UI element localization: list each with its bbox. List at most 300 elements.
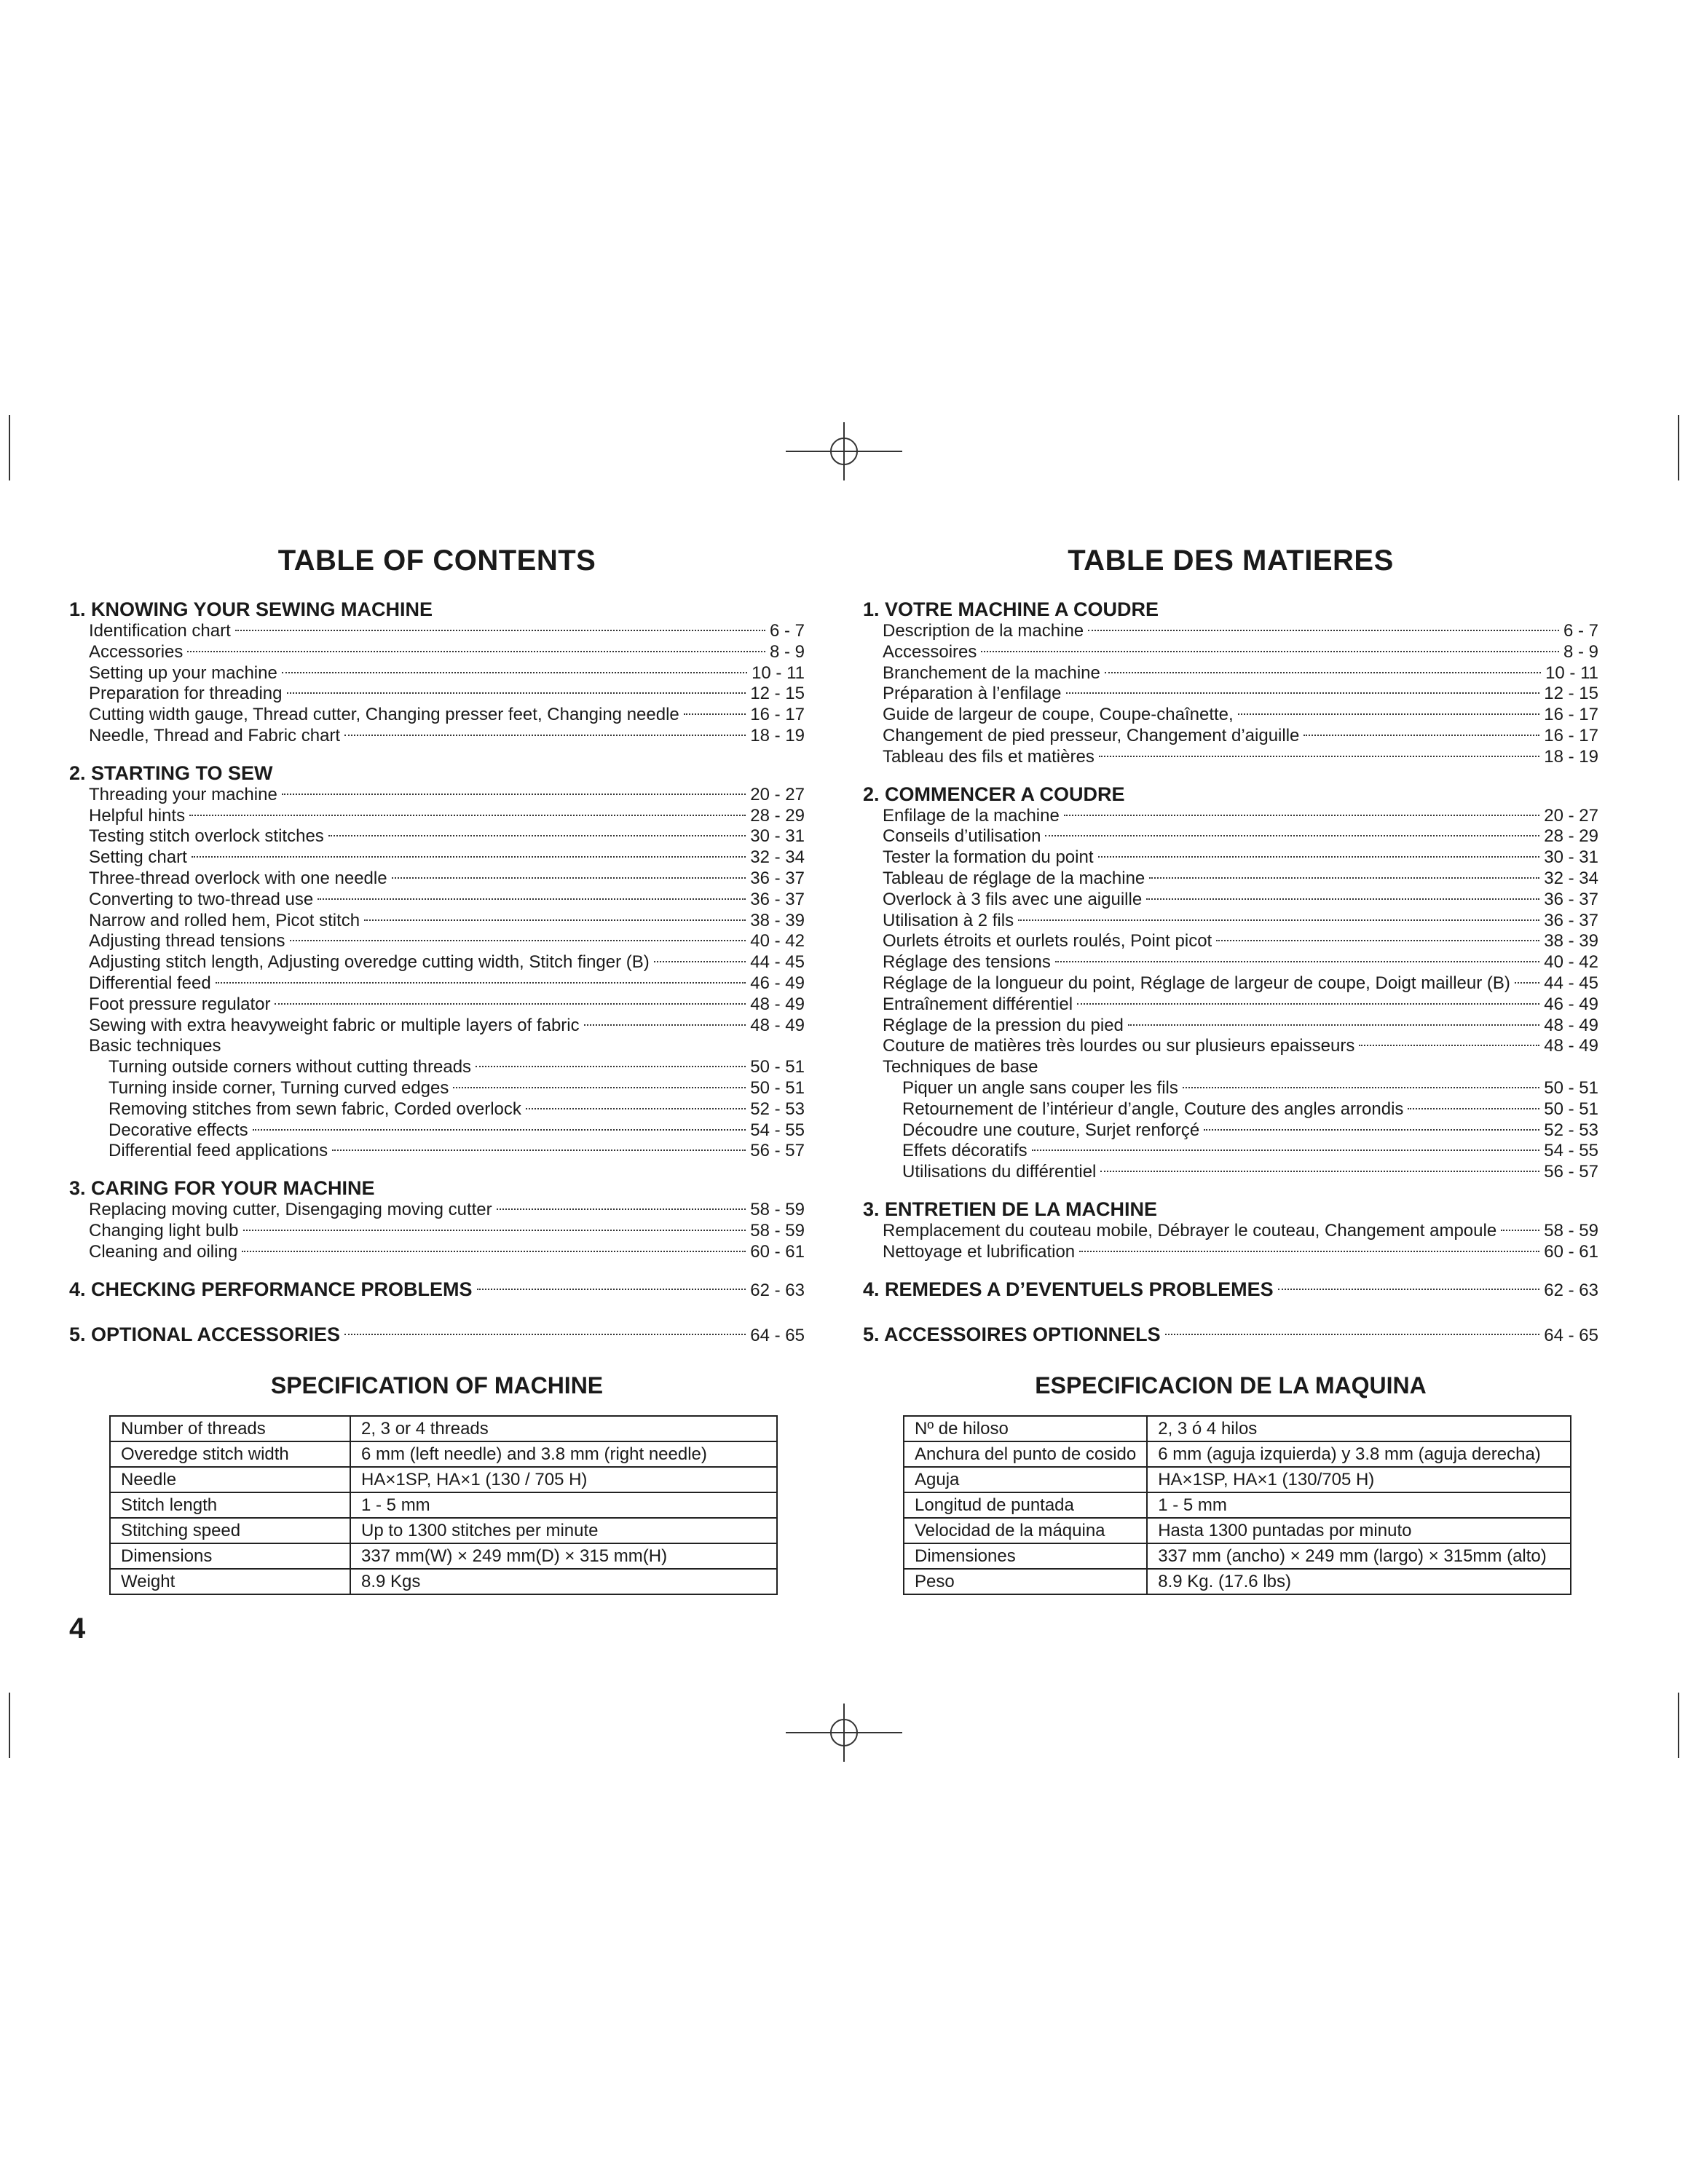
entry-page: 56 - 57 (1544, 1162, 1598, 1182)
entry-page: 48 - 49 (1544, 1036, 1598, 1056)
entry-title: Three-thread overlock with one needle (89, 868, 387, 888)
toc-entry (69, 1200, 805, 1221)
entry-page: 18 - 19 (1544, 746, 1598, 767)
entry-title: Adjusting stitch length, Adjusting overedge cutting width, Stitch finger (B) (89, 952, 650, 973)
leader-dots (187, 651, 765, 652)
toc-entry (69, 847, 805, 869)
entry-page: 36 - 37 (750, 889, 805, 909)
spec-value: HA×1SP, HA×1 (130 / 705 H) (350, 1467, 777, 1492)
entry-page: 16 - 17 (1544, 725, 1598, 745)
entry-page: 32 - 34 (1544, 868, 1598, 888)
toc-entry (69, 973, 805, 994)
leader-dots (1278, 1289, 1540, 1290)
section-heading-line (863, 1278, 1598, 1302)
toc-entry (69, 1036, 805, 1057)
page-title: TABLE OF CONTENTS (277, 545, 596, 577)
entry-page: 64 - 65 (1544, 1325, 1598, 1345)
leader-dots (654, 961, 746, 962)
entry-title: Préparation à l’enfilage (883, 684, 1062, 704)
left-column (69, 545, 805, 1595)
entry-page: 52 - 53 (750, 1099, 805, 1119)
entry-page: 16 - 17 (1544, 705, 1598, 725)
toc-entry (69, 785, 805, 806)
section-heading: 2. STARTING TO SEW (69, 761, 273, 784)
leader-dots (1105, 672, 1541, 673)
entry-page: 8 - 9 (769, 641, 805, 662)
toc-entry (863, 931, 1598, 952)
spec-label: Dimensions (110, 1543, 350, 1569)
entry-page: 40 - 42 (1544, 952, 1598, 973)
entry-page: 50 - 51 (750, 1057, 805, 1077)
entry-title: Sewing with extra heavyweight fabric or multiple layers of fabric (89, 1015, 580, 1035)
toc-entry (69, 994, 805, 1016)
spec-title: SPECIFICATION OF MACHINE (270, 1372, 604, 1398)
entry-title: Changing light bulb (89, 1220, 239, 1241)
entry-title: Réglage des tensions (883, 952, 1051, 973)
entry-title: Effets décoratifs (902, 1141, 1028, 1161)
leader-dots (684, 713, 746, 715)
leader-dots (392, 877, 746, 879)
spec-row (110, 1492, 777, 1518)
leader-dots (1077, 1003, 1539, 1005)
leader-dots (1079, 1251, 1539, 1252)
entry-page: 6 - 7 (1563, 621, 1598, 641)
toc-entry (863, 806, 1598, 827)
toc-entry (69, 726, 805, 747)
toc-section (69, 1176, 805, 1262)
crop-mark-right-top (1678, 415, 1679, 480)
toc-entry (863, 826, 1598, 847)
entry-page: 62 - 63 (1544, 1280, 1598, 1300)
entry-title: Tableau des fils et matières (883, 746, 1095, 767)
spec-row (904, 1441, 1571, 1467)
toc-entry (69, 890, 805, 911)
leader-dots (275, 1003, 746, 1005)
leader-dots (332, 1150, 746, 1151)
leader-dots (1515, 982, 1539, 984)
entry-title: Découdre une couture, Surjet renforçé (902, 1120, 1200, 1140)
entry-title: Tester la formation du point (883, 847, 1094, 868)
entry-title: Turning inside corner, Turning curved edges (109, 1077, 449, 1098)
crop-mark-left-top (9, 415, 10, 480)
toc-entry (863, 642, 1598, 663)
leader-dots (1238, 713, 1540, 715)
leader-dots (526, 1108, 746, 1109)
spec-value: 2, 3 ó 4 hilos (1147, 1416, 1571, 1441)
toc-entry (69, 1242, 805, 1263)
entry-title: Differential feed applications (109, 1141, 328, 1161)
leader-dots (1066, 692, 1540, 694)
spec-value: 8.9 Kg. (17.6 lbs) (1147, 1569, 1571, 1594)
toc-entry (863, 1016, 1598, 1037)
section-heading: 5. OPTIONAL ACCESSORIES (69, 1323, 341, 1345)
leader-dots (242, 1251, 746, 1252)
section-heading: 1. KNOWING YOUR SEWING MACHINE (69, 598, 433, 620)
toc-entry (69, 806, 805, 827)
spec-row (110, 1467, 777, 1492)
entry-title: Removing stitches from sewn fabric, Corded overlock (109, 1099, 521, 1119)
entry-title: Conseils d’utilisation (883, 826, 1041, 847)
entry-page: 20 - 27 (1544, 805, 1598, 826)
spec-label: Overedge stitch width (110, 1441, 350, 1467)
toc-inline-sections (69, 1278, 805, 1348)
entry-title: Remplacement du couteau mobile, Débrayer le couteau, Changement ampoule (883, 1220, 1497, 1241)
entry-page: 58 - 59 (750, 1220, 805, 1241)
spec-label: Weight (110, 1569, 350, 1594)
spec-table (109, 1415, 778, 1595)
entry-page: 62 - 63 (750, 1280, 805, 1300)
leader-dots (318, 898, 746, 900)
leader-dots (189, 815, 746, 816)
entry-page: 48 - 49 (750, 1015, 805, 1035)
entry-page: 38 - 39 (1544, 931, 1598, 951)
leader-dots (1408, 1108, 1539, 1109)
entry-page: 10 - 11 (1545, 662, 1598, 683)
entry-page: 8 - 9 (1563, 641, 1598, 662)
entry-page: 28 - 29 (750, 805, 805, 826)
spec-label: Peso (904, 1569, 1147, 1594)
section-heading: 4. REMEDES A D’EVENTUELS PROBLEMES (863, 1278, 1274, 1300)
leader-dots (1018, 919, 1539, 921)
toc-entry (863, 705, 1598, 726)
entry-page: 46 - 49 (750, 973, 805, 993)
toc-sections (69, 598, 805, 1263)
section-heading: 3. CARING FOR YOUR MACHINE (69, 1177, 375, 1200)
section-heading-line (863, 1323, 1598, 1348)
toc-entry (863, 684, 1598, 705)
leader-dots (344, 1334, 746, 1335)
entry-title: Adjusting thread tensions (89, 931, 285, 951)
toc-sections (863, 598, 1598, 1263)
toc-entry (69, 621, 805, 642)
spec-value: 1 - 5 mm (350, 1492, 777, 1518)
toc-section (863, 1278, 1598, 1302)
toc-entry (69, 1016, 805, 1037)
entry-title: Needle, Thread and Fabric chart (89, 725, 341, 745)
registration-mark-bottom (786, 1674, 902, 1791)
spec-row (904, 1569, 1571, 1594)
toc-entry (69, 663, 805, 684)
leader-dots (253, 1129, 746, 1131)
spec-row (904, 1467, 1571, 1492)
entry-page: 44 - 45 (1544, 973, 1598, 993)
spec-value: Hasta 1300 puntadas por minuto (1147, 1518, 1571, 1543)
leader-dots (453, 1087, 746, 1088)
leader-dots (290, 940, 746, 941)
entry-page: 60 - 61 (750, 1241, 805, 1262)
leader-dots (287, 692, 746, 694)
leader-dots (1359, 1045, 1539, 1046)
leader-dots (282, 794, 746, 795)
section-heading-line (69, 1278, 805, 1302)
spec-value: 337 mm (ancho) × 249 mm (largo) × 315mm (alto) (1147, 1543, 1571, 1569)
entry-page: 32 - 34 (750, 847, 805, 868)
entry-title: Retournement de l’intérieur d’angle, Couture des angles arrondis (902, 1099, 1404, 1119)
leader-dots (1165, 1334, 1540, 1335)
entry-title: Narrow and rolled hem, Picot stitch (89, 910, 360, 930)
entry-page: 54 - 55 (750, 1120, 805, 1140)
entry-title: Threading your machine (89, 784, 277, 804)
entry-title: Turning outside corners without cutting threads (109, 1057, 472, 1077)
toc-section (69, 761, 805, 1162)
spec-label: Anchura del punto de cosido (904, 1441, 1147, 1467)
right-column (863, 545, 1598, 1595)
entry-title: Basic techniques (89, 1036, 221, 1056)
leader-dots (1100, 1171, 1539, 1172)
toc-entry (863, 1242, 1598, 1263)
spec-value: Up to 1300 stitches per minute (350, 1518, 777, 1543)
section-heading: 2. COMMENCER A COUDRE (863, 783, 1125, 805)
entry-page: 30 - 31 (1544, 847, 1598, 868)
entry-page: 28 - 29 (1544, 826, 1598, 847)
entry-title: Differential feed (89, 973, 211, 993)
entry-title: Changement de pied presseur, Changement d’aiguille (883, 725, 1300, 745)
spec-row (904, 1416, 1571, 1441)
entry-page: 56 - 57 (750, 1141, 805, 1161)
toc-entry (69, 705, 805, 726)
entry-page: 44 - 45 (750, 952, 805, 973)
entry-title: Accessoires (883, 641, 977, 662)
toc-entry (69, 1141, 805, 1162)
entry-title: Testing stitch overlock stitches (89, 826, 324, 847)
leader-dots (364, 919, 746, 921)
toc-section (863, 1198, 1598, 1263)
leader-dots (477, 1289, 746, 1290)
entry-page: 36 - 37 (750, 868, 805, 888)
leader-dots (216, 982, 746, 984)
toc-entry (863, 869, 1598, 890)
entry-title: Guide de largeur de coupe, Coupe-chaînette, (883, 705, 1234, 725)
toc-entry (69, 1221, 805, 1242)
entry-page: 16 - 17 (750, 705, 805, 725)
toc-entry (69, 931, 805, 952)
entry-title: Réglage de la longueur du point, Réglage de largeur de coupe, Doigt mailleur (B) (883, 973, 1510, 993)
spec-label: Stitch length (110, 1492, 350, 1518)
toc-entry (69, 1099, 805, 1120)
leader-dots (1501, 1230, 1539, 1231)
leader-dots (1146, 898, 1539, 900)
toc-entry (863, 973, 1598, 994)
spec-label: Needle (110, 1467, 350, 1492)
entry-page: 54 - 55 (1544, 1141, 1598, 1161)
toc-entry (69, 911, 805, 932)
leader-dots (1098, 856, 1540, 858)
entry-page: 20 - 27 (750, 784, 805, 804)
entry-title: Setting chart (89, 847, 187, 868)
toc-entry (69, 1057, 805, 1078)
toc-entry (863, 747, 1598, 768)
entry-title: Piquer un angle sans couper les fils (902, 1077, 1178, 1098)
entry-page: 10 - 11 (752, 662, 805, 683)
spec-value: 6 mm (aguja izquierda) y 3.8 mm (aguja derecha) (1147, 1441, 1571, 1467)
toc-entry (69, 952, 805, 973)
toc-entry (863, 1057, 1598, 1078)
entry-title: Nettoyage et lubrification (883, 1241, 1076, 1262)
entry-page: 50 - 51 (1544, 1099, 1598, 1119)
leader-dots (1304, 735, 1539, 736)
toc-section (69, 598, 805, 747)
toc-entry (863, 1221, 1598, 1242)
toc-entry (863, 1099, 1598, 1120)
section-heading: 3. ENTRETIEN DE LA MACHINE (863, 1198, 1158, 1220)
entry-page: 40 - 42 (750, 931, 805, 951)
section-heading: 1. VOTRE MACHINE A COUDRE (863, 598, 1159, 620)
toc-entry (69, 1120, 805, 1142)
toc-entry (863, 1078, 1598, 1099)
toc-section (69, 1278, 805, 1302)
entry-page: 58 - 59 (1544, 1220, 1598, 1241)
leader-dots (328, 835, 746, 836)
crop-mark-right-bottom (1678, 1693, 1679, 1758)
entry-page: 30 - 31 (750, 826, 805, 847)
spec-value: 6 mm (left needle) and 3.8 mm (right needle) (350, 1441, 777, 1467)
toc-entry (863, 1162, 1598, 1183)
toc-inline-sections (863, 1278, 1598, 1348)
toc-entry (69, 684, 805, 705)
section-heading-line (69, 1323, 805, 1348)
crop-mark-left-bottom (9, 1693, 10, 1758)
spec-label: Stitching speed (110, 1518, 350, 1543)
toc-entry (863, 1141, 1598, 1162)
spec-value: 337 mm(W) × 249 mm(D) × 315 mm(H) (350, 1543, 777, 1569)
toc-section (863, 598, 1598, 768)
spec-row (110, 1441, 777, 1467)
entry-title: Branchement de la machine (883, 662, 1100, 683)
entry-title: Identification chart (89, 621, 231, 641)
leader-dots (1055, 961, 1539, 962)
leader-dots (1216, 940, 1539, 941)
entry-title: Réglage de la pression du pied (883, 1015, 1124, 1035)
toc-entry (69, 1078, 805, 1099)
leader-dots (1128, 1024, 1539, 1026)
toc-section (69, 1323, 805, 1348)
entry-title: Utilisations du différentiel (902, 1162, 1097, 1182)
entry-page: 38 - 39 (750, 910, 805, 930)
spec-label: Aguja (904, 1467, 1147, 1492)
spec-row (904, 1543, 1571, 1569)
leader-dots (235, 630, 765, 631)
leader-dots (981, 651, 1559, 652)
toc-entry (863, 847, 1598, 869)
leader-dots (1064, 815, 1539, 816)
entry-title: Entraînement différentiel (883, 994, 1073, 1014)
entry-title: Ourlets étroits et ourlets roulés, Point picot (883, 931, 1212, 951)
entry-title: Utilisation à 2 fils (883, 910, 1014, 930)
spec-label: Nº de hiloso (904, 1416, 1147, 1441)
toc-entry (69, 869, 805, 890)
spec-table (903, 1415, 1571, 1595)
entry-title: Enfilage de la machine (883, 805, 1060, 826)
entry-page: 36 - 37 (1544, 910, 1598, 930)
entry-title: Helpful hints (89, 805, 186, 826)
leader-dots (476, 1066, 746, 1067)
entry-title: Decorative effects (109, 1120, 248, 1140)
entry-page: 36 - 37 (1544, 889, 1598, 909)
spec-label: Velocidad de la máquina (904, 1518, 1147, 1543)
toc-entry (863, 621, 1598, 642)
page-title: TABLE DES MATIERES (1068, 545, 1394, 577)
entry-title: Couture de matières très lourdes ou sur plusieurs epaisseurs (883, 1036, 1355, 1056)
registration-mark-top (786, 393, 902, 510)
spec-row (904, 1518, 1571, 1543)
entry-title: Tableau de réglage de la machine (883, 868, 1145, 888)
toc-entry (69, 642, 805, 663)
toc-entry (863, 663, 1598, 684)
toc-entry (863, 890, 1598, 911)
entry-title: Cutting width gauge, Thread cutter, Changing presser feet, Changing needle (89, 705, 679, 725)
entry-page: 18 - 19 (750, 725, 805, 745)
toc-entry (863, 1120, 1598, 1142)
spec-row (110, 1569, 777, 1594)
spec-value: 2, 3 or 4 threads (350, 1416, 777, 1441)
entry-page: 52 - 53 (1544, 1120, 1598, 1140)
entry-page: 12 - 15 (1544, 684, 1598, 704)
spec-row (904, 1492, 1571, 1518)
entry-page: 64 - 65 (750, 1325, 805, 1345)
section-heading: 4. CHECKING PERFORMANCE PROBLEMS (69, 1278, 473, 1300)
toc-entry (863, 1036, 1598, 1057)
toc-entry (863, 911, 1598, 932)
entry-page: 12 - 15 (750, 684, 805, 704)
entry-page: 50 - 51 (1544, 1077, 1598, 1098)
entry-title: Setting up your machine (89, 662, 277, 683)
leader-dots (497, 1208, 746, 1210)
entry-page: 58 - 59 (750, 1200, 805, 1220)
spec-value: 1 - 5 mm (1147, 1492, 1571, 1518)
section-heading: 5. ACCESSOIRES OPTIONNELS (863, 1323, 1161, 1345)
leader-dots (1149, 877, 1539, 879)
spec-label: Dimensiones (904, 1543, 1147, 1569)
entry-title: Accessories (89, 641, 184, 662)
entry-page: 48 - 49 (750, 994, 805, 1014)
spec-label: Longitud de puntada (904, 1492, 1147, 1518)
entry-title: Description de la machine (883, 621, 1084, 641)
entry-title: Overlock à 3 fils avec une aiguille (883, 889, 1143, 909)
toc-section (863, 1323, 1598, 1348)
spec-value: HA×1SP, HA×1 (130/705 H) (1147, 1467, 1571, 1492)
leader-dots (192, 856, 746, 858)
spec-value: 8.9 Kgs (350, 1569, 777, 1594)
leader-dots (1183, 1087, 1539, 1088)
entry-title: Techniques de base (883, 1057, 1038, 1077)
entry-title: Cleaning and oiling (89, 1241, 238, 1262)
toc-entry (863, 994, 1598, 1016)
entry-page: 60 - 61 (1544, 1241, 1598, 1262)
leader-dots (243, 1230, 746, 1231)
entry-title: Converting to two-thread use (89, 889, 314, 909)
entry-page: 48 - 49 (1544, 1015, 1598, 1035)
leader-dots (1032, 1150, 1540, 1151)
entry-page: 50 - 51 (750, 1077, 805, 1098)
leader-dots (1204, 1129, 1539, 1131)
toc-section (863, 783, 1598, 1183)
entry-page: 6 - 7 (769, 621, 805, 641)
leader-dots (584, 1024, 746, 1026)
leader-dots (282, 672, 747, 673)
leader-dots (344, 735, 746, 736)
toc-entry (69, 826, 805, 847)
spec-row (110, 1518, 777, 1543)
toc-entry (863, 726, 1598, 747)
spec-row (110, 1416, 777, 1441)
spec-title: ESPECIFICACION DE LA MAQUINA (1035, 1372, 1427, 1398)
page-number: 4 (69, 1613, 86, 1645)
toc-entry (863, 952, 1598, 973)
leader-dots (1045, 835, 1539, 836)
entry-title: Replacing moving cutter, Disengaging moving cutter (89, 1200, 492, 1220)
spec-row (110, 1543, 777, 1569)
spec-label: Number of threads (110, 1416, 350, 1441)
